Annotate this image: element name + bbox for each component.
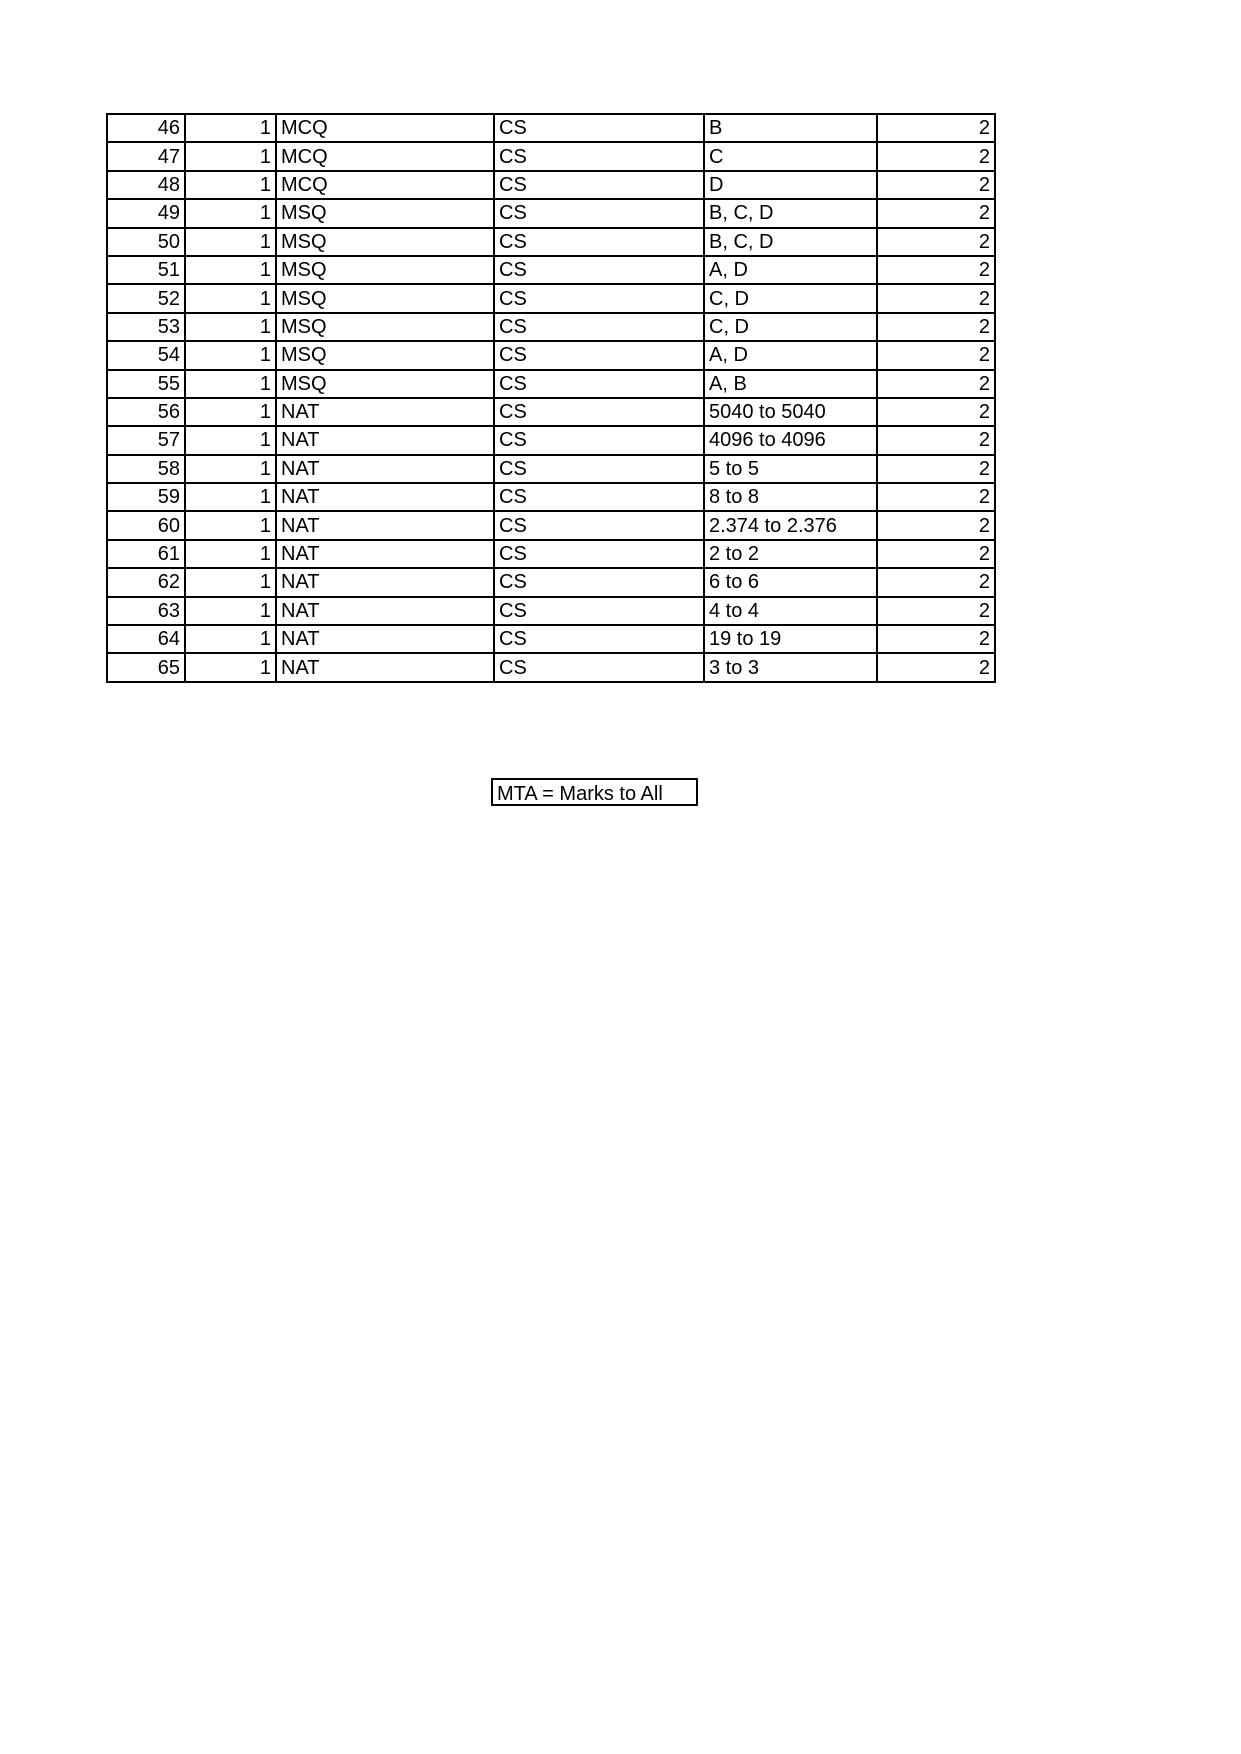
session-cell: 1 [185,114,276,142]
marks-cell: 2 [877,256,995,284]
section-cell: CS [494,228,704,256]
section-cell: CS [494,171,704,199]
marks-cell: 2 [877,370,995,398]
answer-key-cell: B [704,114,877,142]
question-type-cell: MSQ [276,256,494,284]
answer-key-cell: A, D [704,256,877,284]
question-number-cell: 59 [107,483,185,511]
table-row [107,568,995,596]
question-number-cell: 49 [107,199,185,227]
table-row [107,142,995,170]
marks-cell: 2 [877,455,995,483]
section-cell: CS [494,625,704,653]
session-cell: 1 [185,142,276,170]
answer-key-cell: 2 to 2 [704,540,877,568]
question-type-cell: NAT [276,398,494,426]
session-cell: 1 [185,455,276,483]
section-cell: CS [494,341,704,369]
marks-cell: 2 [877,142,995,170]
question-number-cell: 65 [107,653,185,681]
answer-key-cell: C, D [704,284,877,312]
question-type-cell: MCQ [276,142,494,170]
marks-cell: 2 [877,199,995,227]
marks-cell: 2 [877,625,995,653]
marks-cell: 2 [877,483,995,511]
question-type-cell: NAT [276,568,494,596]
answer-key-cell: 5 to 5 [704,455,877,483]
marks-cell: 2 [877,228,995,256]
answer-key-rows [107,114,995,682]
question-type-cell: NAT [276,426,494,454]
section-cell: CS [494,483,704,511]
section-cell: CS [494,540,704,568]
question-number-cell: 46 [107,114,185,142]
table-row [107,228,995,256]
session-cell: 1 [185,171,276,199]
question-number-cell: 60 [107,511,185,539]
table-row [107,284,995,312]
question-type-cell: NAT [276,653,494,681]
section-cell: CS [494,568,704,596]
table-row [107,540,995,568]
mta-legend: MTA = Marks to All [491,778,698,806]
session-cell: 1 [185,426,276,454]
table-row [107,483,995,511]
question-type-cell: NAT [276,625,494,653]
question-number-cell: 54 [107,341,185,369]
marks-cell: 2 [877,284,995,312]
question-number-cell: 47 [107,142,185,170]
marks-cell: 2 [877,398,995,426]
answer-key-cell: 4 to 4 [704,597,877,625]
session-cell: 1 [185,370,276,398]
marks-cell: 2 [877,597,995,625]
marks-cell: 2 [877,568,995,596]
question-type-cell: MCQ [276,171,494,199]
answer-key-cell: C [704,142,877,170]
marks-cell: 2 [877,426,995,454]
question-number-cell: 62 [107,568,185,596]
session-cell: 1 [185,653,276,681]
table-row [107,114,995,142]
question-type-cell: NAT [276,511,494,539]
marks-cell: 2 [877,341,995,369]
question-number-cell: 61 [107,540,185,568]
table-row [107,313,995,341]
answer-key-cell: B, C, D [704,228,877,256]
session-cell: 1 [185,313,276,341]
session-cell: 1 [185,511,276,539]
section-cell: CS [494,256,704,284]
table-row [107,625,995,653]
marks-cell: 2 [877,313,995,341]
question-number-cell: 58 [107,455,185,483]
section-cell: CS [494,426,704,454]
question-number-cell: 55 [107,370,185,398]
session-cell: 1 [185,398,276,426]
question-number-cell: 56 [107,398,185,426]
session-cell: 1 [185,228,276,256]
answer-key-cell: A, B [704,370,877,398]
answer-key-cell: 6 to 6 [704,568,877,596]
answer-key-cell: D [704,171,877,199]
table-row [107,597,995,625]
answer-key-table [106,113,996,683]
answer-key-cell: A, D [704,341,877,369]
session-cell: 1 [185,483,276,511]
question-number-cell: 48 [107,171,185,199]
marks-cell: 2 [877,114,995,142]
session-cell: 1 [185,625,276,653]
question-type-cell: NAT [276,540,494,568]
section-cell: CS [494,313,704,341]
table-row [107,256,995,284]
question-type-cell: MSQ [276,199,494,227]
question-number-cell: 53 [107,313,185,341]
question-type-cell: NAT [276,483,494,511]
answer-key-cell: 8 to 8 [704,483,877,511]
section-cell: CS [494,370,704,398]
question-number-cell: 51 [107,256,185,284]
section-cell: CS [494,199,704,227]
session-cell: 1 [185,597,276,625]
answer-key-cell: B, C, D [704,199,877,227]
session-cell: 1 [185,341,276,369]
question-number-cell: 64 [107,625,185,653]
question-number-cell: 52 [107,284,185,312]
section-cell: CS [494,511,704,539]
question-number-cell: 57 [107,426,185,454]
section-cell: CS [494,653,704,681]
question-type-cell: MSQ [276,341,494,369]
table-row [107,511,995,539]
question-number-cell: 50 [107,228,185,256]
section-cell: CS [494,398,704,426]
marks-cell: 2 [877,540,995,568]
section-cell: CS [494,142,704,170]
session-cell: 1 [185,256,276,284]
session-cell: 1 [185,284,276,312]
question-type-cell: NAT [276,597,494,625]
answer-key-cell: C, D [704,313,877,341]
table-row [107,199,995,227]
session-cell: 1 [185,199,276,227]
answer-key-cell: 4096 to 4096 [704,426,877,454]
table-row [107,370,995,398]
table-row [107,455,995,483]
section-cell: CS [494,597,704,625]
table-row [107,653,995,681]
table-row [107,341,995,369]
section-cell: CS [494,455,704,483]
section-cell: CS [494,284,704,312]
answer-key-cell: 19 to 19 [704,625,877,653]
section-cell: CS [494,114,704,142]
table-row [107,426,995,454]
question-type-cell: MSQ [276,313,494,341]
question-type-cell: MSQ [276,370,494,398]
session-cell: 1 [185,540,276,568]
marks-cell: 2 [877,171,995,199]
answer-key-cell: 5040 to 5040 [704,398,877,426]
question-type-cell: MSQ [276,284,494,312]
table-row [107,398,995,426]
question-number-cell: 63 [107,597,185,625]
question-type-cell: MCQ [276,114,494,142]
question-type-cell: NAT [276,455,494,483]
answer-key-cell: 2.374 to 2.376 [704,511,877,539]
session-cell: 1 [185,568,276,596]
table-row [107,171,995,199]
marks-cell: 2 [877,511,995,539]
question-type-cell: MSQ [276,228,494,256]
marks-cell: 2 [877,653,995,681]
answer-key-cell: 3 to 3 [704,653,877,681]
